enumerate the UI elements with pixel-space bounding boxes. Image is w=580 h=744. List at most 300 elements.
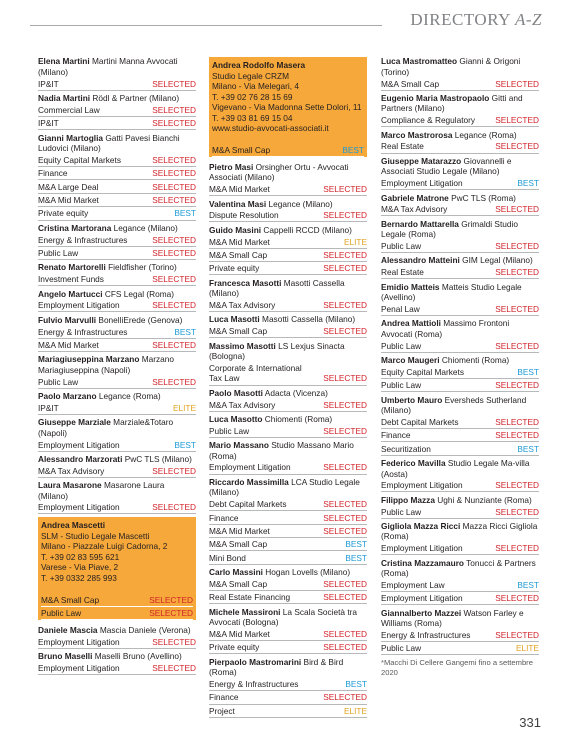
ranking-badge: BEST [517, 579, 539, 590]
firm-name: Ughi & Nunziante (Roma) [437, 494, 532, 505]
entry-header [381, 395, 539, 416]
firm-name: PwC TLS (Roma) [451, 192, 516, 203]
directory-entry [381, 193, 539, 217]
ranking-row [381, 140, 539, 153]
ranking-row [381, 429, 539, 442]
ranking-row [38, 167, 196, 180]
entry-header [38, 315, 196, 326]
box-spacer [41, 583, 193, 593]
ranking-badge: SELECTED [323, 525, 367, 536]
firm-name: Matteis Studio Legale (Avellino) [381, 281, 522, 303]
practice-area: M&A Mid Market [209, 525, 270, 536]
practice-area: Commercial Law [38, 104, 100, 115]
entry-header [381, 282, 539, 303]
ranking-row [381, 266, 539, 279]
entry-header [209, 314, 367, 325]
ranking-badge: SELECTED [495, 380, 539, 391]
lawyer-name: Luca Mastromatteo [381, 56, 458, 67]
ranking-row [38, 501, 196, 514]
ranking-badge: ELITE [343, 705, 367, 716]
lawyer-name: Eugenio Maria Mastropaolo [381, 92, 490, 103]
lawyer-name: Marco Mastrorosa [381, 129, 453, 140]
practice-area: Employment Litigation [381, 593, 463, 604]
ranking-badge: SELECTED [495, 303, 539, 314]
directory-entry [38, 354, 196, 388]
lawyer-name: Fulvio Marvulli [38, 314, 97, 325]
practice-area: M&A Small Cap [212, 144, 271, 155]
ranking-row [209, 511, 367, 524]
firm-name: GIM Legal (Milano) [462, 255, 533, 266]
ranking-row [38, 180, 196, 193]
ranking-row [38, 438, 196, 451]
ranking-badge: SELECTED [323, 628, 367, 639]
contact-line: www.studio-avvocati-associati.it [212, 123, 329, 133]
practice-area: Energy & Infrastructures [209, 679, 299, 690]
lawyer-name: Filippo Mazza [381, 494, 435, 505]
practice-area: M&A Tax Advisory [38, 465, 105, 476]
firm-name: Chiomenti (Roma) [441, 354, 510, 365]
lawyer-name: Michele Massironi [209, 606, 281, 617]
lawyer-name: Cristina Mazzamauro [381, 557, 464, 568]
ranking-row [381, 416, 539, 429]
lawyer-name: Umberto Mauro [381, 394, 443, 405]
practice-area: M&A Large Deal [38, 181, 99, 192]
ranking-row [209, 551, 367, 564]
firm-name: Grimaldi Studio Legale (Roma) [381, 218, 518, 240]
lawyer-name: Andrea Mattioli [381, 318, 441, 329]
directory-entry [38, 289, 196, 313]
lawyer-name: Giannalberto Mazzei [381, 607, 462, 618]
directory-entry [38, 133, 196, 221]
contact-line: T. +39 03 81 69 15 04 [212, 112, 293, 123]
ranking-badge: SELECTED [152, 502, 196, 513]
firm-name: LS Lexjus Sinacta (Bologna) [209, 340, 345, 362]
entry-header [209, 567, 367, 578]
directory-entry [38, 391, 196, 415]
ranking-row [38, 339, 196, 352]
ranking-badge: SELECTED [152, 339, 196, 350]
entry-header [38, 223, 196, 234]
lawyer-name: Giuseppe Marziale [38, 417, 111, 428]
ranking-row [209, 249, 367, 262]
entry-header [38, 454, 196, 465]
directory-entry [381, 219, 539, 253]
entry-header [381, 495, 539, 506]
ranking-row [209, 538, 367, 551]
practice-area: Energy & Infrastructures [38, 326, 128, 337]
ranking-badge: SELECTED [323, 399, 367, 410]
lawyer-name: Daniele Mascia [38, 625, 98, 636]
directory-entry [209, 199, 367, 223]
practice-area: Debt Capital Markets [209, 499, 287, 510]
ranking-row [209, 578, 367, 591]
firm-name: Legance (Roma) [98, 391, 161, 402]
directory-entry [381, 495, 539, 519]
ranking-badge: SELECTED [495, 430, 539, 441]
lawyer-name: Alessandro Matteini [381, 255, 460, 266]
firm-name: Hogan Lovells (Milano) [265, 567, 351, 578]
firm-name: Massimo Frontoni Avvocati (Roma) [381, 318, 510, 339]
firm-name: Marziale&Totaro (Napoli) [38, 417, 174, 438]
entry-header [38, 56, 196, 77]
practice-area: Dispute Resolution [209, 210, 279, 221]
ranking-row [209, 424, 367, 437]
entry-header [381, 156, 539, 177]
practice-area: Penal Law [381, 303, 420, 314]
entry-header [381, 355, 539, 366]
lawyer-name: Paolo Masotti [209, 387, 263, 398]
ranking-badge: BEST [517, 366, 539, 377]
practice-area: M&A Small Cap [41, 594, 100, 605]
directory-entry [209, 567, 367, 604]
firm-name: Cappelli RCCD (Milano) [263, 224, 352, 235]
entry-header [209, 162, 367, 183]
practice-area: IP&IT [38, 402, 59, 413]
footnote: *Macchi Di Cellere Gangemi fino a settembre 2020 [381, 658, 533, 677]
directory-entry [38, 454, 196, 478]
ranking-badge: SELECTED [495, 506, 539, 517]
ranking-row [381, 365, 539, 378]
ranking-row [38, 117, 196, 130]
ranking-badge: SELECTED [152, 154, 196, 165]
ranking-row [381, 339, 539, 352]
lawyer-name: Giuseppe Matarazzo [381, 155, 462, 166]
ranking-badge: SELECTED [495, 340, 539, 351]
practice-area: Public Law [381, 241, 422, 252]
firm-name: Bird & Bird (Roma) [209, 656, 344, 678]
ranking-badge: SELECTED [152, 234, 196, 245]
practice-area: IP&IT [38, 118, 59, 129]
firm-name: Maselli Bruno (Avellino) [94, 651, 182, 662]
ranking-badge: BEST [342, 144, 364, 155]
header-rule [30, 25, 382, 26]
ranking-row [209, 461, 367, 474]
lawyer-name: Bernardo Mattarella [381, 218, 459, 229]
practice-area: M&A Small Cap [209, 539, 268, 550]
ranking-badge: SELECTED [323, 249, 367, 260]
directory-entry [209, 225, 367, 276]
ranking-row [38, 299, 196, 312]
ranking-row [41, 593, 193, 606]
lawyer-name: Gabriele Matrone [381, 192, 449, 203]
ranking-badge: BEST [517, 443, 539, 454]
ranking-row [38, 402, 196, 415]
practice-area: Compliance & Regulatory [381, 115, 476, 126]
practice-area: Real Estate [381, 267, 424, 278]
firm-name: Eversheds Sutherland (Milano) [381, 394, 527, 416]
ranking-badge: SELECTED [495, 115, 539, 126]
ranking-row [381, 505, 539, 518]
ranking-row [381, 442, 539, 455]
ranking-row [209, 591, 367, 604]
practice-area: M&A Small Cap [209, 249, 268, 260]
featured-entry-box [209, 57, 367, 157]
practice-area: Debt Capital Markets [381, 416, 459, 427]
practice-area: M&A Small Cap [209, 326, 268, 337]
ranking-badge: SELECTED [323, 263, 367, 274]
ranking-badge: SELECTED [152, 300, 196, 311]
entry-header [381, 193, 539, 204]
practice-area: Employment Law [381, 579, 445, 590]
entry-header [209, 199, 367, 210]
practice-area: M&A Mid Market [209, 236, 270, 247]
practice-area: Private equity [209, 263, 260, 274]
directory-entry [381, 355, 539, 392]
lawyer-name: Marco Maugeri [381, 354, 440, 365]
ranking-badge: ELITE [515, 643, 539, 654]
lawyer-name: Laura Masarone [38, 480, 102, 491]
ranking-row [381, 579, 539, 592]
ranking-row [381, 642, 539, 655]
directory-entry [209, 607, 367, 655]
lawyer-name: Guido Masini [209, 224, 262, 235]
firm-name: Masotti Cassella (Milano) [262, 314, 356, 325]
lawyer-name: Gigliola Mazza Ricci [381, 520, 461, 531]
ranking-row [381, 542, 539, 555]
ranking-badge: SELECTED [495, 267, 539, 278]
ranking-row [381, 114, 539, 127]
ranking-row [209, 325, 367, 338]
ranking-row [209, 705, 367, 718]
directory-entry [381, 282, 539, 316]
ranking-badge: SELECTED [323, 499, 367, 510]
directory-entry [381, 56, 539, 90]
ranking-badge: SELECTED [323, 692, 367, 703]
practice-area: Equity Capital Markets [381, 366, 465, 377]
directory-entry [381, 558, 539, 606]
practice-area: Finance [38, 168, 68, 179]
contact-line: Varese - Via Piave, 2 [41, 562, 119, 573]
practice-area: Mini Bond [209, 552, 246, 563]
practice-area: Energy & Infrastructures [381, 629, 471, 640]
entry-header [209, 607, 367, 628]
ranking-row [381, 379, 539, 392]
practice-area: Public Law [38, 248, 79, 258]
ranking-badge: SELECTED [323, 184, 367, 195]
ranking-badge: SELECTED [149, 608, 193, 619]
ranking-row [381, 240, 539, 253]
entry-header [381, 608, 539, 629]
firm-name: Mascia Daniele (Verona) [99, 625, 191, 636]
entry-header [381, 318, 539, 339]
ranking-row [381, 303, 539, 316]
ranking-row [38, 103, 196, 116]
firm-name: Adacta (Vicenza) [264, 387, 328, 398]
directory-entry [38, 223, 196, 260]
directory-column-2 [209, 54, 367, 718]
directory-entry [381, 130, 539, 154]
practice-area: M&A Tax Advisory [209, 399, 276, 410]
firm-name: Studio Legale Ma-villa (Aosta) [381, 458, 530, 479]
ranking-badge: SELECTED [323, 326, 367, 337]
firm-name: La Scala Società tra Avvocati (Bologna) [209, 606, 358, 628]
directory-column-3 [381, 54, 539, 677]
ranking-badge: SELECTED [323, 512, 367, 523]
practice-area: Employment Litigation [381, 178, 463, 189]
practice-area: M&A Mid Market [209, 628, 270, 639]
entry-header [381, 521, 539, 542]
ranking-badge: SELECTED [495, 593, 539, 604]
ranking-row [209, 362, 367, 386]
ranking-row [209, 398, 367, 411]
firm-name: LCA Studio Legale (Milano) [209, 476, 360, 498]
entry-header [381, 458, 539, 479]
entry-header [209, 341, 367, 362]
ranking-badge: SELECTED [323, 300, 367, 311]
ranking-badge: SELECTED [495, 416, 539, 427]
directory-entry [381, 255, 539, 279]
ranking-row [38, 77, 196, 90]
lawyer-name: Riccardo Massimilla [209, 476, 289, 487]
ranking-badge: BEST [345, 539, 367, 550]
practice-area: Public Law [209, 425, 250, 436]
firm-name: Gianni & Origoni (Torino) [381, 56, 521, 77]
firm-name: Martini Manna Avvocati (Milano) [38, 56, 178, 77]
practice-area: M&A Mid Market [38, 339, 99, 350]
entry-header [381, 93, 539, 114]
firm-name: PwC TLS (Milano) [124, 453, 192, 464]
lawyer-name: Pietro Masi [209, 161, 254, 172]
firm-name: Masarone Laura (Milano) [38, 480, 165, 501]
ranking-row [38, 154, 196, 167]
ranking-badge: SELECTED [152, 274, 196, 285]
entry-header [209, 440, 367, 461]
box-spacer [212, 134, 364, 144]
practice-area: Public Law [381, 643, 422, 654]
page-number: 331 [519, 715, 541, 730]
ranking-row [209, 678, 367, 691]
ranking-row [209, 209, 367, 222]
ranking-badge: ELITE [343, 236, 367, 247]
ranking-row [209, 235, 367, 248]
practice-area: M&A Small Cap [209, 578, 268, 589]
firm-name: Rödl & Partner (Milano) [92, 92, 180, 103]
ranking-badge: SELECTED [152, 663, 196, 674]
practice-area: Public Law [41, 608, 82, 619]
ranking-row [38, 273, 196, 286]
practice-area: Employment Litigation [209, 462, 291, 473]
ranking-row [209, 498, 367, 511]
contact-line: Vigevano - Via Madonna Sette Dolori, 11 [212, 102, 362, 112]
ranking-badge: SELECTED [323, 578, 367, 589]
lawyer-name: Elena Martini [38, 56, 90, 67]
ranking-row [38, 662, 196, 675]
entry-header [38, 417, 196, 438]
practice-area: Real Estate Financing [209, 592, 291, 603]
ranking-badge: SELECTED [152, 78, 196, 89]
practice-area: Private equity [38, 208, 89, 219]
ranking-badge: SELECTED [323, 425, 367, 436]
firm-name: Gitti and Partners (Milano) [381, 92, 523, 114]
ranking-badge: SELECTED [495, 204, 539, 215]
practice-area: Employment Litigation [38, 637, 120, 648]
directory-entry [381, 156, 539, 190]
entry-header [38, 289, 196, 300]
directory-entry [38, 417, 196, 451]
ranking-badge: SELECTED [152, 248, 196, 258]
lawyer-name: Pierpaolo Mastromarini [209, 656, 302, 667]
directory-entry [38, 93, 196, 130]
ranking-badge: BEST [174, 326, 196, 337]
practice-area: Finance [209, 692, 239, 703]
practice-area: M&A Tax Advisory [209, 300, 276, 311]
ranking-badge: BEST [345, 552, 367, 563]
practice-area: Employment Litigation [381, 543, 463, 554]
contact-line: T. +39 02 83 595 621 [41, 551, 120, 562]
practice-area: Equity Capital Markets [38, 154, 122, 165]
ranking-badge: BEST [345, 679, 367, 690]
ranking-row [38, 247, 196, 260]
ranking-row [209, 183, 367, 196]
directory-column-1 [38, 54, 196, 675]
practice-area: Finance [381, 430, 411, 441]
firm-name: Watson Farley e Williams (Roma) [381, 607, 524, 629]
ranking-row [38, 233, 196, 246]
practice-area: Public Law [381, 380, 422, 391]
directory-entry [209, 414, 367, 438]
page-header [0, 0, 580, 40]
ranking-row [381, 629, 539, 642]
practice-area: Public Law [38, 376, 79, 387]
directory-entry [381, 521, 539, 555]
directory-entry [381, 395, 539, 456]
featured-lawyer-name: Andrea Rodolfo Masera [212, 60, 306, 70]
directory-entry [38, 56, 196, 90]
entry-header [38, 391, 196, 402]
entry-header [381, 219, 539, 240]
directory-entry [381, 458, 539, 492]
ranking-row [38, 194, 196, 207]
practice-area: Employment Litigation [38, 502, 120, 513]
firm-name: Fieldfisher (Torino) [108, 262, 177, 273]
practice-area: Real Estate [381, 141, 424, 152]
ranking-badge: SELECTED [152, 376, 196, 387]
ranking-badge: SELECTED [323, 373, 367, 384]
lawyer-name: Luca Masotto [209, 413, 263, 424]
entry-header [209, 477, 367, 498]
ranking-badge: ELITE [172, 402, 196, 413]
practice-area: Public Law [381, 506, 422, 517]
directory-entry [381, 608, 539, 656]
section-title-main: DIRECTORY [410, 10, 511, 29]
lawyer-name: Emidio Matteis [381, 281, 440, 292]
firm-name: Legance (Milano) [113, 222, 178, 233]
practice-area: Public Law [381, 340, 422, 351]
firm-name: Chiomenti (Roma) [264, 413, 333, 424]
directory-entry [38, 625, 196, 649]
entry-header [381, 558, 539, 579]
lawyer-name: Paolo Marzano [38, 391, 97, 402]
ranking-row [381, 203, 539, 216]
firm-name: Legance (Milano) [268, 198, 333, 209]
lawyer-name: Federico Mavilla [381, 458, 446, 469]
ranking-row [381, 177, 539, 190]
ranking-row [209, 691, 367, 704]
featured-lawyer-name: Andrea Mascetti [41, 520, 106, 531]
ranking-row [38, 636, 196, 649]
practice-area: M&A Tax Advisory [381, 204, 448, 215]
ranking-badge: SELECTED [495, 78, 539, 89]
practice-area: Employment Litigation [38, 300, 120, 311]
lawyer-name: Angelo Martucci [38, 288, 103, 299]
lawyer-name: Massimo Masotti [209, 340, 276, 351]
contact-line: Milano - Via Melegari, 4 [212, 81, 300, 91]
ranking-row [381, 77, 539, 90]
section-title [410, 10, 542, 30]
ranking-row [209, 641, 367, 654]
practice-area: Investment Funds [38, 274, 104, 285]
firm-name: Marzano Mariagiuseppina (Napoli) [38, 354, 175, 375]
